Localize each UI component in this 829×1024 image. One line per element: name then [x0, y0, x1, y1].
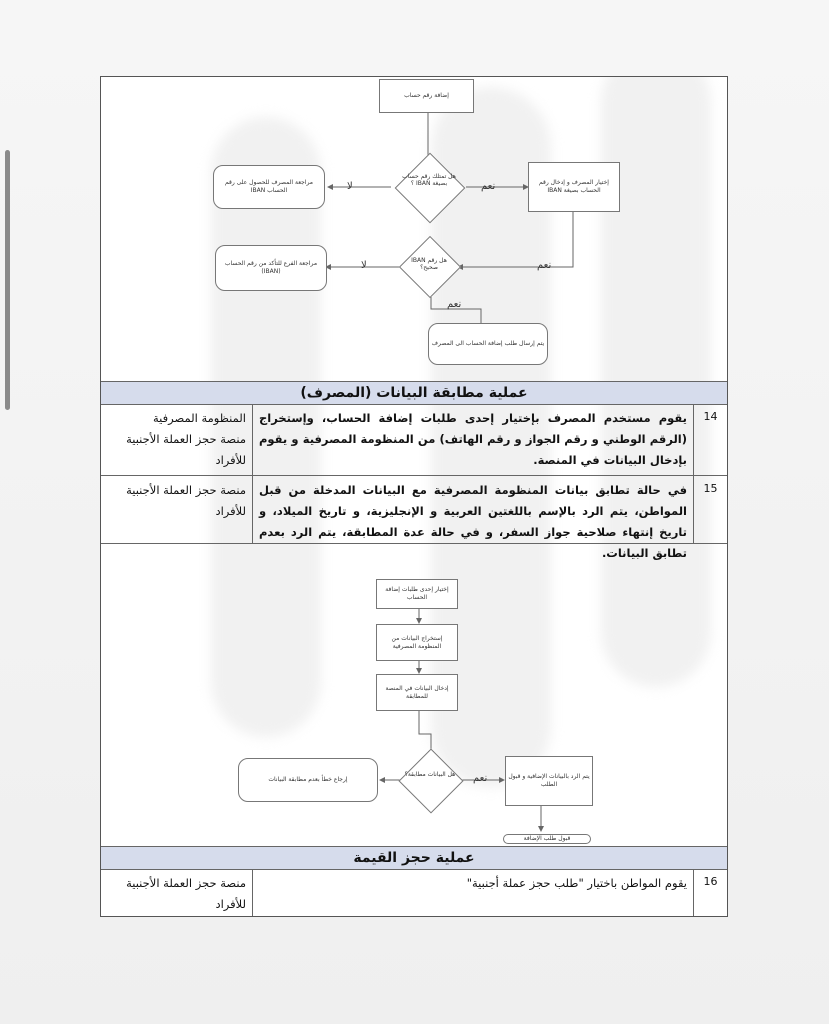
yes-label: نعم [447, 299, 462, 310]
yes-label: نعم [537, 260, 552, 271]
no-label: لا [347, 181, 353, 192]
yes-label: نعم [473, 773, 488, 784]
section-header: عملية حجز القيمة [101, 846, 727, 870]
scrollbar[interactable] [5, 150, 10, 410]
no-label: لا [361, 260, 367, 271]
responsible-line: المنظومة المصرفية [153, 411, 246, 425]
enter-iban-box: إختيار المصرف و إدخال رقم الحساب بصيغة IBAN [528, 162, 620, 212]
flowchart-connectors [101, 77, 727, 382]
reply-box: يتم الرد بالبيانات الإضافية و قبول الطلب [505, 756, 593, 806]
responsible-line: للأفراد [215, 897, 246, 911]
section-header: عملية مطابقة البيانات (المصرف) [101, 381, 727, 405]
row-responsible [101, 869, 252, 917]
decision-text: هل البيانات مطابقة؟ [404, 771, 456, 778]
row-responsible [101, 476, 252, 543]
table-row [101, 869, 727, 917]
flow-start-box: إضافة رقم حساب [379, 79, 474, 113]
document-page [100, 76, 728, 917]
table-row [101, 476, 727, 560]
row-description: يقوم المواطن باختيار "طلب حجز عملة أجنبية" [252, 869, 693, 917]
row-number: 14 [693, 404, 727, 475]
row-responsible [101, 404, 252, 475]
responsible-line: منصة حجز العملة الأجنبية [126, 876, 246, 890]
accept-box: قبول طلب الإضافة [503, 834, 591, 844]
mismatch-box: إرجاع خطأ بعدم مطابقة البيانات [238, 758, 378, 802]
review-branch-box: مراجعة الفرع للتأكد من رقم الحساب (IBAN) [215, 245, 327, 291]
flowchart-account [101, 77, 727, 382]
decision-text: هل رقم IBAN صحيح؟ [411, 257, 447, 271]
row-description: في حالة تطابق بيانات المنظومة المصرفية مع البيانات المدخلة من قبل المواطن، يتم الرد بالإسم باللغتين العربية و الإنجليزية، و تاريخ الميلاد، و تاريخ إنتهاء صلاحية جواز السفر، و في حالة عدة المطابقة، يتم الرد بعدم تطابق البيانات. [252, 476, 693, 543]
flow-step-box: إختيار إحدى طلبات إضافة الحساب [376, 579, 458, 609]
flow-step-box: إدخال البيانات في المنصة للمطابقة [376, 674, 458, 711]
review-bank-box: مراجعة المصرف للحصول على رقم الحساب IBAN [213, 165, 325, 209]
responsible-line: منصة حجز العملة الأجنبية [126, 432, 246, 446]
flowchart-matching [101, 544, 727, 844]
row-number: 15 [693, 476, 727, 543]
responsible-line: للأفراد [215, 504, 246, 518]
responsible-line: منصة حجز العملة الأجنبية [126, 483, 246, 497]
table-row [101, 404, 727, 476]
decision-text: هل تمتلك رقم حساب بصيغة IBAN ؟ [402, 173, 456, 187]
yes-label: نعم [481, 181, 496, 192]
row-description: يقوم مستخدم المصرف بإختيار إحدى طلبات إضافة الحساب، وإستخراج (الرقم الوطني و رقم الجواز و رقم الهاتف) من المنظومة المصرفية و يقوم بإدخال البيانات في المنصة. [252, 404, 693, 475]
flow-step-box: إستخراج البيانات من المنظومة المصرفية [376, 624, 458, 661]
send-request-box: يتم إرسال طلب إضافة الحساب الى المصرف [428, 323, 548, 365]
responsible-line: للأفراد [215, 453, 246, 467]
row-number: 16 [693, 869, 727, 917]
